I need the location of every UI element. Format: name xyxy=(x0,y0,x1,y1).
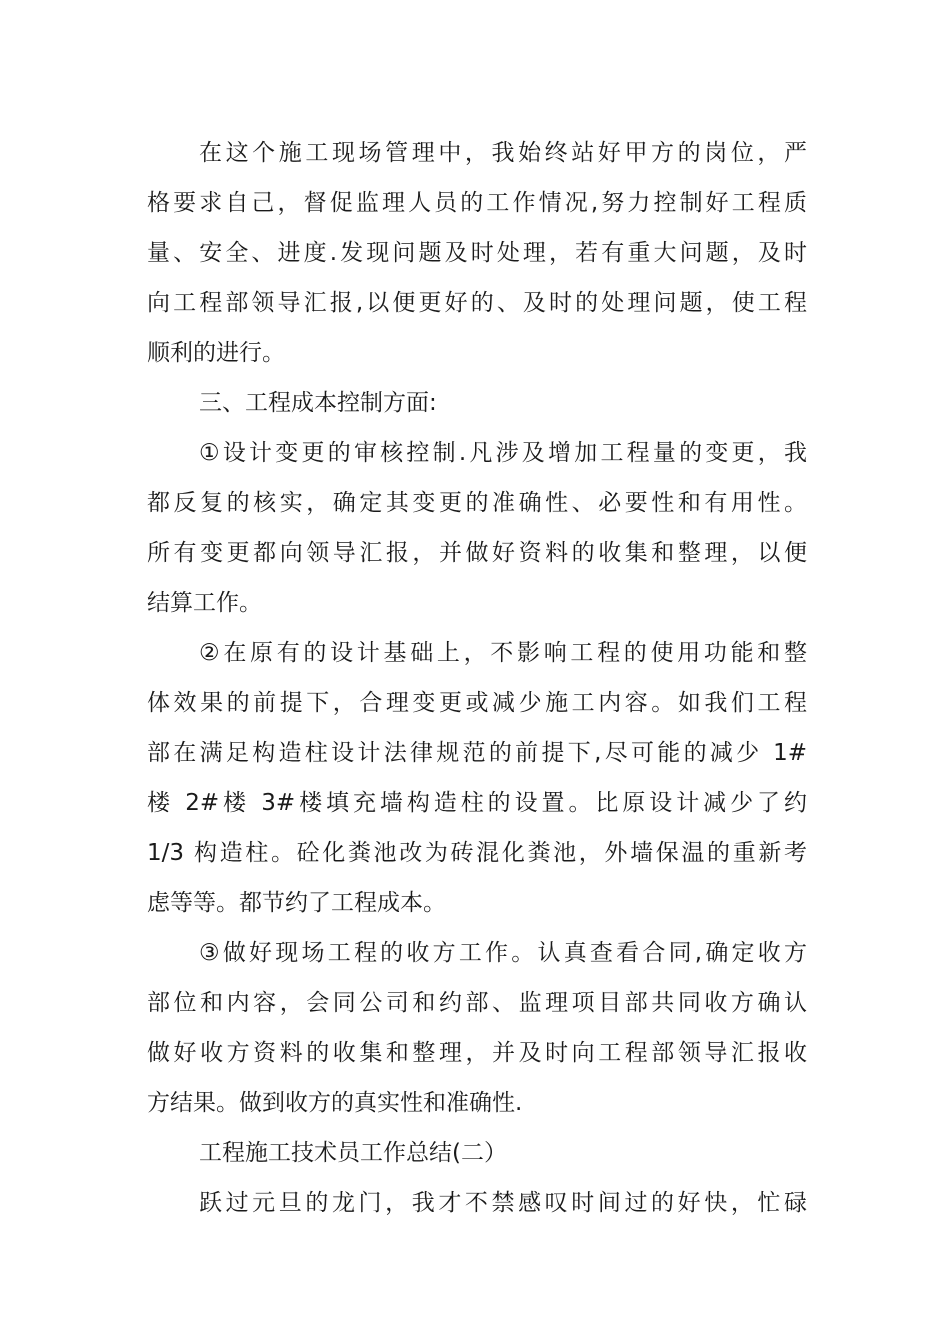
text-line: 结算工作。 xyxy=(147,590,262,616)
text-line: 格要求自己，督促监理人员的工作情况,努力控制好工程质 xyxy=(147,190,807,216)
text-line: ①设计变更的审核控制.凡涉及增加工程量的变更，我 xyxy=(199,440,807,466)
text-line: 虑等等。都节约了工程成本。 xyxy=(147,890,446,916)
text-line: 工程施工技术员工作总结(二） xyxy=(199,1140,507,1166)
document-page xyxy=(147,128,807,1228)
text-line: 在这个施工现场管理中，我始终站好甲方的岗位，严 xyxy=(199,140,807,166)
text-line: 部在满足构造柱设计法律规范的前提下,尽可能的减少 1# xyxy=(147,740,807,766)
text-line: 方结果。做到收方的真实性和准确性. xyxy=(147,1090,523,1116)
text-line: 体效果的前提下，合理变更或减少施工内容。如我们工程 xyxy=(147,690,807,716)
text-line: 顺利的进行。 xyxy=(147,340,285,366)
text-line: 做好收方资料的收集和整理，并及时向工程部领导汇报收 xyxy=(147,1040,807,1066)
text-line: 楼 2#楼 3#楼填充墙构造柱的设置。比原设计减少了约 xyxy=(147,790,807,816)
text-line: 部位和内容，会同公司和约部、监理项目部共同收方确认 xyxy=(147,990,807,1016)
text-line: 向工程部领导汇报,以便更好的、及时的处理问题，使工程 xyxy=(147,290,807,316)
text-line: ②在原有的设计基础上，不影响工程的使用功能和整 xyxy=(199,640,807,666)
text-line: 所有变更都向领导汇报，并做好资料的收集和整理，以便 xyxy=(147,540,807,566)
text-line: 1/3 构造柱。砼化粪池改为砖混化粪池，外墙保温的重新考 xyxy=(147,840,807,866)
text-line: 都反复的核实，确定其变更的准确性、必要性和有用性。 xyxy=(147,490,807,516)
text-line: 三、工程成本控制方面: xyxy=(199,390,437,416)
text-line: 量、安全、进度.发现问题及时处理，若有重大问题，及时 xyxy=(147,240,807,266)
text-line: 跃过元旦的龙门，我才不禁感叹时间过的好快，忙碌 xyxy=(199,1190,807,1216)
text-line: ③做好现场工程的收方工作。认真查看合同,确定收方 xyxy=(199,940,807,966)
